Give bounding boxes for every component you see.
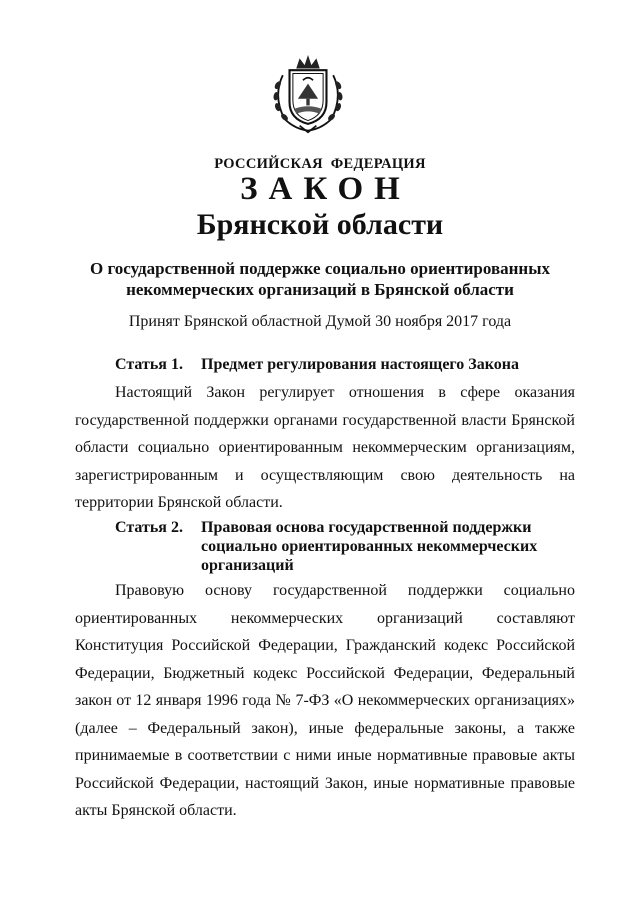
document-type-heading: ЗАКОН: [240, 171, 411, 207]
article-1-text: Настоящий Закон регулирует отношения в сфере оказания государственной поддержки органами государственной власти Брянской области социально ориентированным некоммерческим организациям, зарегистрированным и осуществляющим свою деятельность на территории Брянской области.: [75, 384, 575, 511]
article-number: Статья 1.: [115, 356, 183, 373]
article-2-text: Правовую основу государственной поддержки социально ориентированных некоммерческих организаций составляют Конституция Российской Федерации, Гражданский кодекс Российской Федерации, Бюджетный кодекс Российской Федерации, Федеральный закон от 12 января 1996 года № 7-ФЗ «О некоммерческих организациях» (далее – Федеральный закон), иные федеральные законы, а также принимаемые в соответствии с ними иные нормативные правовые акты Российской Федерации, настоящий Закон, иные нормативные правовые акты Брянской области.: [75, 582, 575, 819]
region-heading: Брянской области: [196, 208, 444, 241]
coat-of-arms-icon: [266, 50, 350, 134]
article-title: Предмет регулирования настоящего Закона: [201, 356, 519, 373]
law-title: О государственной поддержке социально ориентированных некоммерческих организаций в Брянской области: [90, 259, 550, 299]
adoption-line: Принят Брянской областной Думой 30 ноября 2017 года: [128, 313, 512, 330]
article-number: Статья 2.: [115, 519, 183, 536]
country-heading: РОССИЙСКАЯ ФЕДЕРАЦИЯ: [214, 156, 426, 172]
article-title: Правовая основа государственной поддержки социально ориентированных некоммерческих организаций: [201, 519, 538, 574]
